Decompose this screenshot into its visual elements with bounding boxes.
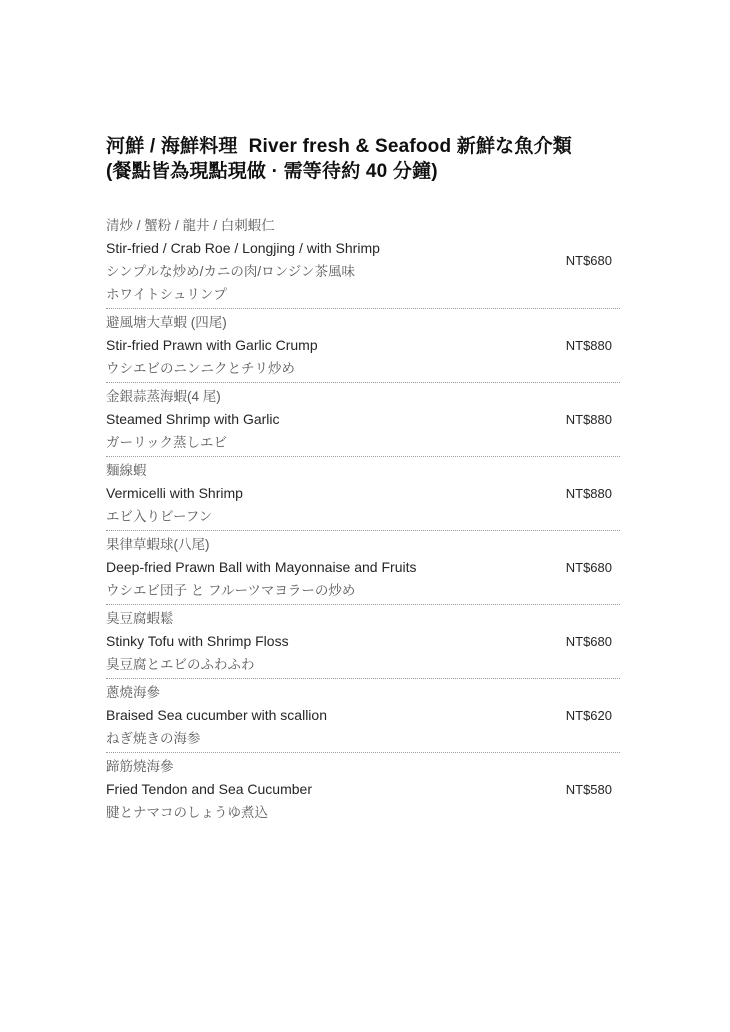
menu-item <box>106 457 620 531</box>
item-desc-ja: エビ入りビーフン <box>106 509 213 524</box>
item-lines <box>106 311 554 380</box>
item-lines <box>106 533 554 602</box>
item-name-zh: 麵線蝦 <box>106 463 147 478</box>
menu-item <box>106 212 620 309</box>
item-name-zh: 避風塘大草蝦 (四尾) <box>106 315 227 330</box>
menu-item <box>106 753 620 826</box>
item-price: NT$620 <box>565 708 612 723</box>
item-price: NT$880 <box>565 338 612 353</box>
item-desc-ja-2: ホワイトシュリンプ <box>106 287 227 302</box>
item-name-zh: 清炒 / 蟹粉 / 龍井 / 白刺蝦仁 <box>106 218 275 233</box>
menu-header <box>106 134 620 184</box>
item-name-en: Stinky Tofu with Shrimp Floss <box>106 633 289 649</box>
item-desc-ja: ガーリック蒸しエビ <box>106 435 227 450</box>
menu-item <box>106 679 620 753</box>
item-name-zh: 果律草蝦球(八尾) <box>106 537 210 552</box>
item-lines <box>106 385 554 454</box>
item-name-zh: 臭豆腐蝦鬆 <box>106 611 174 626</box>
item-price: NT$880 <box>565 412 612 427</box>
item-name-en: Stir-fried Prawn with Garlic Crump <box>106 337 318 353</box>
item-price: NT$680 <box>565 560 612 575</box>
menu-item <box>106 309 620 383</box>
item-lines <box>106 214 554 306</box>
item-name-en: Stir-fried / Crab Roe / Longjing / with Shrimp <box>106 240 380 256</box>
item-desc-ja: 臭豆腐とエビのふわふわ <box>106 657 255 672</box>
item-lines <box>106 607 554 676</box>
item-price: NT$680 <box>565 252 612 268</box>
item-price: NT$580 <box>565 782 612 797</box>
item-name-en: Fried Tendon and Sea Cucumber <box>106 781 312 797</box>
item-desc-ja: ねぎ焼きの海参 <box>106 731 201 746</box>
item-price: NT$680 <box>565 634 612 649</box>
menu-item <box>106 383 620 457</box>
item-price: NT$880 <box>565 486 612 501</box>
item-name-en: Deep-fried Prawn Ball with Mayonnaise and Fruits <box>106 559 417 575</box>
item-lines <box>106 459 554 528</box>
menu-content <box>106 134 620 826</box>
menu-title-line1: 河鮮 / 海鮮料理 River fresh & Seafood 新鮮な魚介類 <box>106 136 572 157</box>
menu-item <box>106 605 620 679</box>
item-name-en: Braised Sea cucumber with scallion <box>106 707 327 723</box>
menu-item <box>106 531 620 605</box>
item-name-zh: 蹄筋燒海參 <box>106 759 174 774</box>
item-desc-ja: ウシエビ団子 と フルーツマヨラーの炒め <box>106 583 356 598</box>
item-name-en: Vermicelli with Shrimp <box>106 485 243 501</box>
menu-list <box>106 212 620 826</box>
item-name-zh: 金銀蒜蒸海蝦(4 尾) <box>106 389 221 404</box>
item-desc-ja: ウシエビのニンニクとチリ炒め <box>106 361 295 376</box>
item-name-zh: 蔥燒海參 <box>106 685 160 700</box>
menu-title-line2: (餐點皆為現點現做 · 需等待約 40 分鐘) <box>106 161 438 182</box>
item-desc-ja: シンプルな炒め/カニの肉/ロンジン茶風味 <box>106 264 355 279</box>
item-lines <box>106 681 554 750</box>
item-desc-ja: 腱とナマコのしょうゆ煮込 <box>106 805 268 820</box>
item-name-en: Steamed Shrimp with Garlic <box>106 411 280 427</box>
item-lines <box>106 755 554 824</box>
